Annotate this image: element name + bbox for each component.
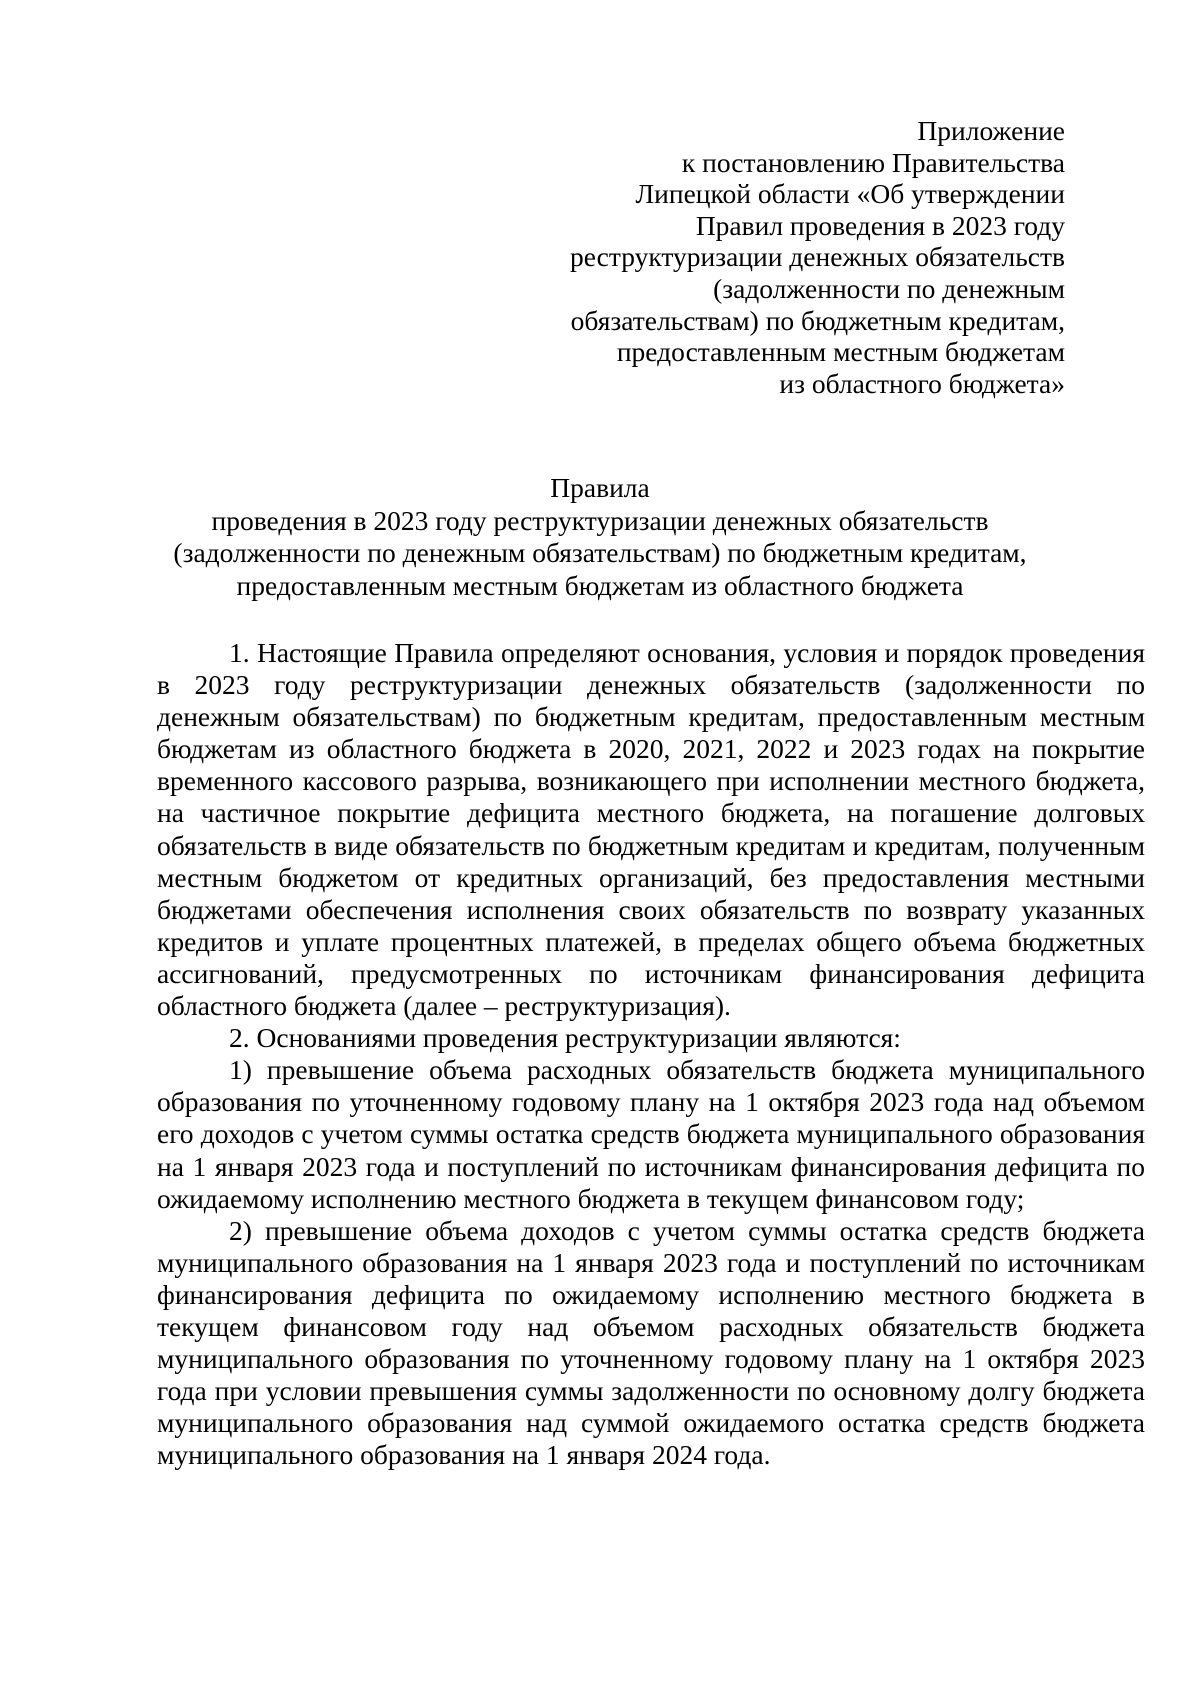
- appendix-line: Правил проведения в 2023 году: [695, 209, 1065, 241]
- paragraph-2-item-1: 1) превышение объема расходных обязательств бюджета муниципального образования по уточненному годовому плану на 1 октября 2023 года над объемом его доходов с учетом суммы остатка средств бюджета муниципального образования на 1 января 2023 года и поступлений по источникам финансирования дефицита по ожидаемому исполнению местного бюджета в текущем финансовом году;: [157, 1054, 1145, 1214]
- appendix-line: (задолженности по денежным: [713, 272, 1065, 304]
- paragraph-1: 1. Настоящие Правила определяют основания, условия и порядок проведения в 2023 году реструктуризации денежных обязательств (задолженности по денежным обязательствам) по бюджетным кредитам, предоставленным местным бюджетам из областного бюджета в 2020, 2021, 2022 и 2023 годах на покрытие временного кассового разрыва, возникающего при исполнении местного бюджета, на частичное покрытие дефицита местного бюджета, на погашение долговых обязательств в виде обязательств по бюджетным кредитам и кредитам, полученным местным бюджетом от кредитных организаций, без предоставления местными бюджетами обеспечения исполнения своих обязательств по возврату указанных кредитов и уплате процентных платежей, в пределах общего объема бюджетных ассигнований, предусмотренных по источникам финансирования дефицита областного бюджета (далее – реструктуризация).: [157, 637, 1145, 1022]
- appendix-line: предоставленным местным бюджетам: [616, 336, 1065, 368]
- title-heading: Правила: [550, 472, 650, 503]
- appendix-block: [570, 115, 1065, 399]
- document-title: [0, 472, 1200, 602]
- title-subtitle-line: предоставленным местным бюджетам из областного бюджета: [236, 569, 964, 601]
- appendix-line: из областного бюджета»: [779, 367, 1065, 399]
- paragraph-2: 2. Основаниями проведения реструктуризации являются:: [229, 1022, 901, 1054]
- appendix-line: Липецкой области «Об утверждении: [635, 178, 1065, 210]
- appendix-line: реструктуризации денежных обязательств: [570, 241, 1065, 273]
- title-subtitle-line: проведения в 2023 году реструктуризации денежных обязательств: [211, 504, 989, 536]
- appendix-line: Приложение: [917, 115, 1065, 146]
- appendix-line: к постановлению Правительства: [681, 146, 1065, 178]
- paragraph-2-item-2: 2) превышение объема доходов с учетом суммы остатка средств бюджета муниципального образования на 1 января 2023 года и поступлений по источникам финансирования дефицита по ожидаемому исполнению местного бюджета в текущем финансовом году над объемом расходных обязательств бюджета муниципального образования по уточненному годовому плану на 1 октября 2023 года при условии превышения суммы задолженности по основному долгу бюджета муниципального образования над суммой ожидаемого остатка средств бюджета муниципального образования на 1 января 2024 года.: [157, 1214, 1145, 1471]
- appendix-line: обязательствам) по бюджетным кредитам,: [570, 304, 1065, 336]
- title-subtitle-line: (задолженности по денежным обязательствам) по бюджетным кредитам,: [173, 537, 1027, 568]
- document-body: [157, 637, 1145, 1471]
